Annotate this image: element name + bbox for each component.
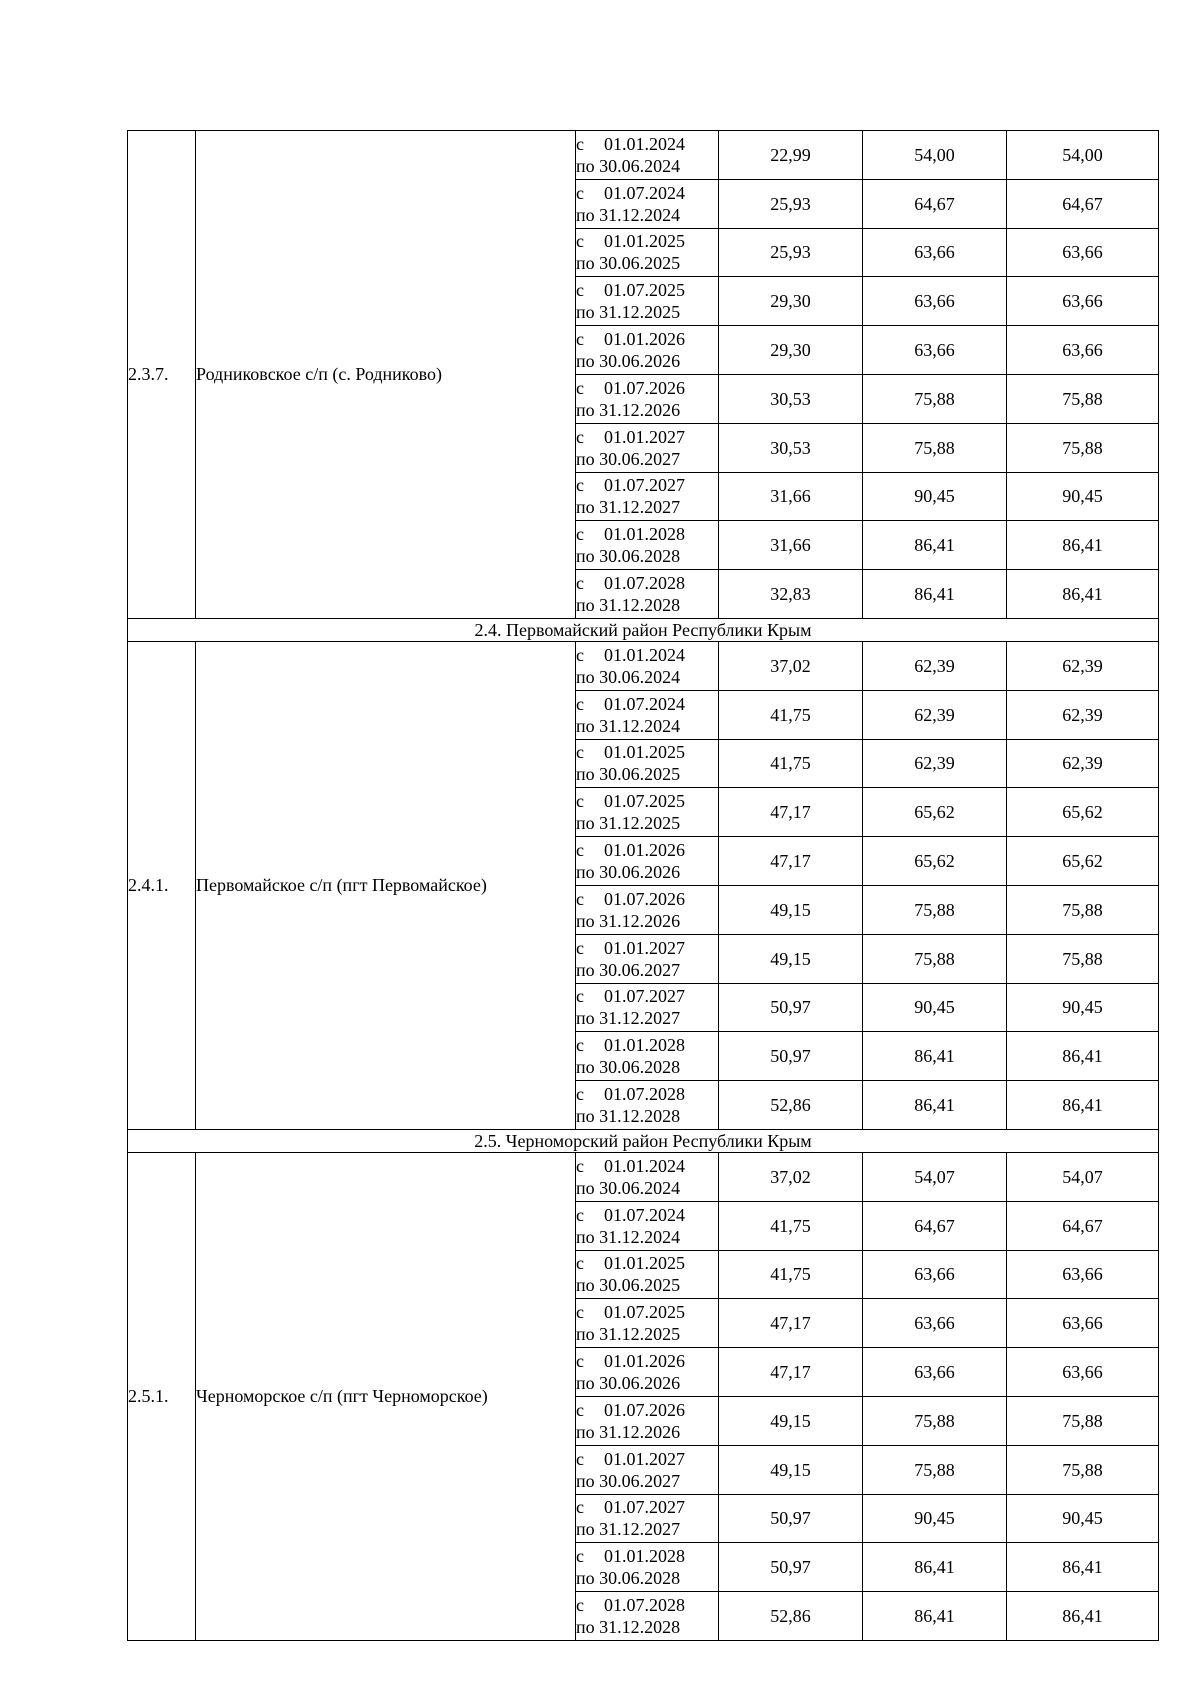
period-from-line <box>576 790 718 812</box>
period-from-date: 01.07.2025 <box>604 280 685 301</box>
value-cell-1: 31,66 <box>719 521 863 570</box>
settlement-name-cell: Родниковское с/п (с. Родниково) <box>196 131 576 619</box>
period-to-line: по 30.06.2026 <box>576 862 681 883</box>
period-from-word: с <box>576 742 584 763</box>
value-cell-1: 30,53 <box>719 374 863 423</box>
period-from-word: с <box>576 377 584 398</box>
period-from-date: 01.01.2025 <box>604 1253 685 1274</box>
period-from-word: с <box>576 1351 584 1372</box>
period-from-date: 01.07.2025 <box>604 1302 685 1323</box>
period-to-line: по 30.06.2028 <box>576 1057 681 1078</box>
period-from-word: с <box>576 1084 584 1105</box>
period-from-word: с <box>576 644 584 665</box>
value-cell-3: 65,62 <box>1007 788 1159 837</box>
period-from-date: 01.07.2027 <box>604 1497 685 1518</box>
period-from-date: 01.07.2025 <box>604 791 685 812</box>
period-from-line <box>576 426 718 448</box>
period-from-line <box>576 1083 718 1105</box>
value-cell-3: 65,62 <box>1007 837 1159 886</box>
value-cell-1: 37,02 <box>719 641 863 690</box>
period-from-word: с <box>576 1546 584 1567</box>
period-cell <box>576 472 719 521</box>
tariff-table <box>127 130 1159 1641</box>
item-number-cell: 2.4.1. <box>128 641 196 1129</box>
period-from-date: 01.07.2027 <box>604 986 685 1007</box>
period-from-line <box>576 1252 718 1274</box>
period-cell <box>576 983 719 1032</box>
period-from-line <box>576 693 718 715</box>
period-to-line: по 31.12.2025 <box>576 813 681 834</box>
period-to-line: по 30.06.2026 <box>576 351 681 372</box>
value-cell-1: 29,30 <box>719 277 863 326</box>
value-cell-1: 25,93 <box>719 179 863 228</box>
period-cell <box>576 423 719 472</box>
value-cell-2: 63,66 <box>863 277 1007 326</box>
value-cell-2: 63,66 <box>863 1250 1007 1299</box>
value-cell-1: 52,86 <box>719 1592 863 1641</box>
period-to-line: по 31.12.2024 <box>576 715 681 736</box>
item-number-cell: 2.5.1. <box>128 1152 196 1640</box>
value-cell-3: 54,07 <box>1007 1152 1159 1201</box>
period-from-line <box>576 1155 718 1177</box>
period-to-line: по 30.06.2024 <box>576 1177 681 1198</box>
period-cell <box>576 1543 719 1592</box>
period-from-date: 01.01.2026 <box>604 840 685 861</box>
section-title: 2.4. Первомайский район Республики Крым <box>128 618 1159 641</box>
period-to-line: по 31.12.2024 <box>576 204 681 225</box>
period-from-date: 01.01.2027 <box>604 937 685 958</box>
value-cell-2: 86,41 <box>863 1543 1007 1592</box>
value-cell-3: 63,66 <box>1007 228 1159 277</box>
value-cell-3: 63,66 <box>1007 1348 1159 1397</box>
value-cell-3: 75,88 <box>1007 423 1159 472</box>
value-cell-3: 75,88 <box>1007 934 1159 983</box>
period-to-line: по 30.06.2024 <box>576 666 681 687</box>
period-from-word: с <box>576 426 584 447</box>
period-cell <box>576 1348 719 1397</box>
section-header-row <box>128 1129 1159 1152</box>
value-cell-2: 75,88 <box>863 934 1007 983</box>
value-cell-2: 62,39 <box>863 739 1007 788</box>
value-cell-3: 86,41 <box>1007 1081 1159 1130</box>
tariff-table-body <box>128 131 1159 1641</box>
value-cell-2: 75,88 <box>863 423 1007 472</box>
period-to-line: по 31.12.2026 <box>576 910 681 931</box>
period-from-date: 01.01.2024 <box>604 1155 685 1176</box>
value-cell-3: 64,67 <box>1007 179 1159 228</box>
value-cell-3: 75,88 <box>1007 1396 1159 1445</box>
period-cell <box>576 1152 719 1201</box>
value-cell-1: 49,15 <box>719 934 863 983</box>
value-cell-2: 86,41 <box>863 570 1007 619</box>
value-cell-1: 29,30 <box>719 326 863 375</box>
period-cell <box>576 788 719 837</box>
period-to-line: по 31.12.2028 <box>576 595 681 616</box>
item-number-cell: 2.3.7. <box>128 131 196 619</box>
value-cell-1: 37,02 <box>719 1152 863 1201</box>
period-from-line <box>576 741 718 763</box>
period-from-word: с <box>576 329 584 350</box>
period-from-line <box>576 839 718 861</box>
value-cell-1: 49,15 <box>719 1396 863 1445</box>
period-from-line <box>576 888 718 910</box>
period-to-line: по 31.12.2028 <box>576 1106 681 1127</box>
value-cell-3: 63,66 <box>1007 326 1159 375</box>
value-cell-2: 63,66 <box>863 326 1007 375</box>
period-to-line: по 31.12.2024 <box>576 1226 681 1247</box>
period-from-line <box>576 328 718 350</box>
period-from-word: с <box>576 1253 584 1274</box>
period-from-word: с <box>576 1155 584 1176</box>
value-cell-1: 31,66 <box>719 472 863 521</box>
value-cell-3: 62,39 <box>1007 641 1159 690</box>
period-from-date: 01.07.2024 <box>604 182 685 203</box>
value-cell-1: 50,97 <box>719 1032 863 1081</box>
value-cell-2: 65,62 <box>863 788 1007 837</box>
period-to-line: по 31.12.2025 <box>576 1324 681 1345</box>
period-from-word: с <box>576 1448 584 1469</box>
period-from-line <box>576 1301 718 1323</box>
period-from-word: с <box>576 524 584 545</box>
period-cell <box>576 690 719 739</box>
period-cell <box>576 1592 719 1641</box>
value-cell-3: 90,45 <box>1007 1494 1159 1543</box>
value-cell-1: 47,17 <box>719 788 863 837</box>
period-cell <box>576 1396 719 1445</box>
value-cell-1: 41,75 <box>719 1201 863 1250</box>
period-from-word: с <box>576 1204 584 1225</box>
value-cell-2: 64,67 <box>863 179 1007 228</box>
value-cell-3: 75,88 <box>1007 885 1159 934</box>
value-cell-3: 62,39 <box>1007 690 1159 739</box>
section-header-row <box>128 618 1159 641</box>
period-cell <box>576 885 719 934</box>
period-from-date: 01.01.2024 <box>604 133 685 154</box>
value-cell-2: 54,07 <box>863 1152 1007 1201</box>
value-cell-2: 62,39 <box>863 690 1007 739</box>
period-from-word: с <box>576 986 584 1007</box>
period-from-line <box>576 133 718 155</box>
period-from-date: 01.01.2024 <box>604 644 685 665</box>
period-cell <box>576 934 719 983</box>
value-cell-2: 90,45 <box>863 983 1007 1032</box>
value-cell-1: 41,75 <box>719 1250 863 1299</box>
period-from-word: с <box>576 231 584 252</box>
period-to-line: по 30.06.2024 <box>576 155 681 176</box>
value-cell-2: 62,39 <box>863 641 1007 690</box>
period-from-word: с <box>576 1595 584 1615</box>
value-cell-2: 75,88 <box>863 374 1007 423</box>
period-cell <box>576 228 719 277</box>
value-cell-2: 86,41 <box>863 1592 1007 1641</box>
period-from-date: 01.01.2027 <box>604 426 685 447</box>
period-to-line: по 30.06.2027 <box>576 1470 681 1491</box>
table-row <box>128 1152 1159 1201</box>
value-cell-3: 90,45 <box>1007 983 1159 1032</box>
value-cell-3: 63,66 <box>1007 1250 1159 1299</box>
period-from-line <box>576 279 718 301</box>
table-row <box>128 641 1159 690</box>
value-cell-3: 63,66 <box>1007 1299 1159 1348</box>
period-from-word: с <box>576 840 584 861</box>
period-to-line: по 31.12.2026 <box>576 1421 681 1442</box>
period-from-date: 01.01.2026 <box>604 329 685 350</box>
value-cell-3: 63,66 <box>1007 277 1159 326</box>
period-cell <box>576 131 719 180</box>
period-from-word: с <box>576 280 584 301</box>
value-cell-3: 86,41 <box>1007 1543 1159 1592</box>
period-cell <box>576 1032 719 1081</box>
value-cell-1: 52,86 <box>719 1081 863 1130</box>
period-to-line: по 31.12.2028 <box>576 1617 681 1637</box>
value-cell-3: 90,45 <box>1007 472 1159 521</box>
value-cell-2: 90,45 <box>863 1494 1007 1543</box>
period-cell <box>576 1494 719 1543</box>
value-cell-2: 86,41 <box>863 1081 1007 1130</box>
value-cell-1: 32,83 <box>719 570 863 619</box>
value-cell-1: 41,75 <box>719 690 863 739</box>
value-cell-1: 22,99 <box>719 131 863 180</box>
period-to-line: по 30.06.2025 <box>576 1275 681 1296</box>
period-cell <box>576 179 719 228</box>
value-cell-1: 30,53 <box>719 423 863 472</box>
period-to-line: по 30.06.2028 <box>576 546 681 567</box>
period-to-line: по 31.12.2027 <box>576 1008 681 1029</box>
period-to-line: по 31.12.2027 <box>576 1519 681 1540</box>
value-cell-2: 75,88 <box>863 1396 1007 1445</box>
period-from-date: 01.01.2028 <box>604 1546 685 1567</box>
period-cell <box>576 739 719 788</box>
period-from-date: 01.01.2026 <box>604 1351 685 1372</box>
value-cell-3: 86,41 <box>1007 570 1159 619</box>
period-cell <box>576 837 719 886</box>
period-from-word: с <box>576 937 584 958</box>
period-to-line: по 31.12.2025 <box>576 302 681 323</box>
value-cell-3: 64,67 <box>1007 1201 1159 1250</box>
period-from-line <box>576 1545 718 1567</box>
period-from-line <box>576 572 718 594</box>
period-from-word: с <box>576 573 584 594</box>
period-from-date: 01.01.2028 <box>604 524 685 545</box>
period-from-line <box>576 985 718 1007</box>
period-from-date: 01.07.2027 <box>604 475 685 496</box>
period-to-line: по 30.06.2026 <box>576 1373 681 1394</box>
period-to-line: по 31.12.2027 <box>576 497 681 518</box>
value-cell-2: 63,66 <box>863 1348 1007 1397</box>
period-from-line <box>576 1594 718 1616</box>
period-from-line <box>576 1448 718 1470</box>
period-from-line <box>576 1034 718 1056</box>
period-from-line <box>576 182 718 204</box>
settlement-name-cell: Черноморское с/п (пгт Черноморское) <box>196 1152 576 1640</box>
period-to-line: по 30.06.2025 <box>576 253 681 274</box>
period-from-date: 01.07.2028 <box>604 1084 685 1105</box>
period-from-line <box>576 1399 718 1421</box>
value-cell-2: 64,67 <box>863 1201 1007 1250</box>
value-cell-2: 75,88 <box>863 1445 1007 1494</box>
period-from-date: 01.07.2028 <box>604 573 685 594</box>
period-from-word: с <box>576 888 584 909</box>
value-cell-1: 47,17 <box>719 1299 863 1348</box>
period-from-line <box>576 644 718 666</box>
value-cell-3: 75,88 <box>1007 1445 1159 1494</box>
value-cell-1: 47,17 <box>719 837 863 886</box>
value-cell-3: 54,00 <box>1007 131 1159 180</box>
value-cell-2: 63,66 <box>863 228 1007 277</box>
period-cell <box>576 1445 719 1494</box>
value-cell-2: 63,66 <box>863 1299 1007 1348</box>
period-from-line <box>576 230 718 252</box>
period-cell <box>576 1250 719 1299</box>
period-from-date: 01.07.2028 <box>604 1595 685 1615</box>
period-from-word: с <box>576 182 584 203</box>
period-from-date: 01.07.2024 <box>604 1204 685 1225</box>
period-to-line: по 31.12.2026 <box>576 399 681 420</box>
period-cell <box>576 1299 719 1348</box>
period-cell <box>576 1081 719 1130</box>
period-cell <box>576 326 719 375</box>
period-from-word: с <box>576 693 584 714</box>
period-cell <box>576 521 719 570</box>
value-cell-3: 86,41 <box>1007 1032 1159 1081</box>
value-cell-2: 54,00 <box>863 131 1007 180</box>
period-from-date: 01.07.2026 <box>604 377 685 398</box>
period-from-word: с <box>576 1035 584 1056</box>
value-cell-2: 65,62 <box>863 837 1007 886</box>
value-cell-1: 50,97 <box>719 1543 863 1592</box>
period-to-line: по 30.06.2025 <box>576 764 681 785</box>
period-from-date: 01.01.2028 <box>604 1035 685 1056</box>
period-to-line: по 30.06.2027 <box>576 959 681 980</box>
period-from-word: с <box>576 1302 584 1323</box>
period-cell <box>576 374 719 423</box>
value-cell-2: 75,88 <box>863 885 1007 934</box>
period-to-line: по 30.06.2028 <box>576 1568 681 1589</box>
period-from-line <box>576 523 718 545</box>
period-from-date: 01.07.2024 <box>604 693 685 714</box>
value-cell-1: 50,97 <box>719 1494 863 1543</box>
value-cell-2: 90,45 <box>863 472 1007 521</box>
value-cell-3: 62,39 <box>1007 739 1159 788</box>
period-from-line <box>576 474 718 496</box>
value-cell-1: 50,97 <box>719 983 863 1032</box>
period-from-line <box>576 1496 718 1518</box>
period-from-line <box>576 1350 718 1372</box>
period-from-word: с <box>576 1497 584 1518</box>
period-cell <box>576 1201 719 1250</box>
value-cell-3: 86,41 <box>1007 521 1159 570</box>
value-cell-1: 49,15 <box>719 1445 863 1494</box>
value-cell-1: 47,17 <box>719 1348 863 1397</box>
period-from-word: с <box>576 475 584 496</box>
period-from-date: 01.07.2026 <box>604 888 685 909</box>
value-cell-3: 75,88 <box>1007 374 1159 423</box>
period-cell <box>576 641 719 690</box>
period-cell <box>576 277 719 326</box>
period-cell <box>576 570 719 619</box>
period-from-line <box>576 1204 718 1226</box>
value-cell-2: 86,41 <box>863 1032 1007 1081</box>
period-from-line <box>576 937 718 959</box>
period-from-date: 01.01.2025 <box>604 742 685 763</box>
section-title: 2.5. Черноморский район Республики Крым <box>128 1129 1159 1152</box>
period-from-word: с <box>576 791 584 812</box>
value-cell-3: 86,41 <box>1007 1592 1159 1641</box>
period-from-date: 01.01.2025 <box>604 231 685 252</box>
value-cell-1: 41,75 <box>719 739 863 788</box>
period-from-line <box>576 377 718 399</box>
settlement-name-cell: Первомайское с/п (пгт Первомайское) <box>196 641 576 1129</box>
value-cell-1: 49,15 <box>719 885 863 934</box>
period-from-word: с <box>576 133 584 154</box>
value-cell-2: 86,41 <box>863 521 1007 570</box>
value-cell-1: 25,93 <box>719 228 863 277</box>
table-row <box>128 131 1159 180</box>
period-from-date: 01.01.2027 <box>604 1448 685 1469</box>
period-from-date: 01.07.2026 <box>604 1399 685 1420</box>
period-from-word: с <box>576 1399 584 1420</box>
period-to-line: по 30.06.2027 <box>576 448 681 469</box>
